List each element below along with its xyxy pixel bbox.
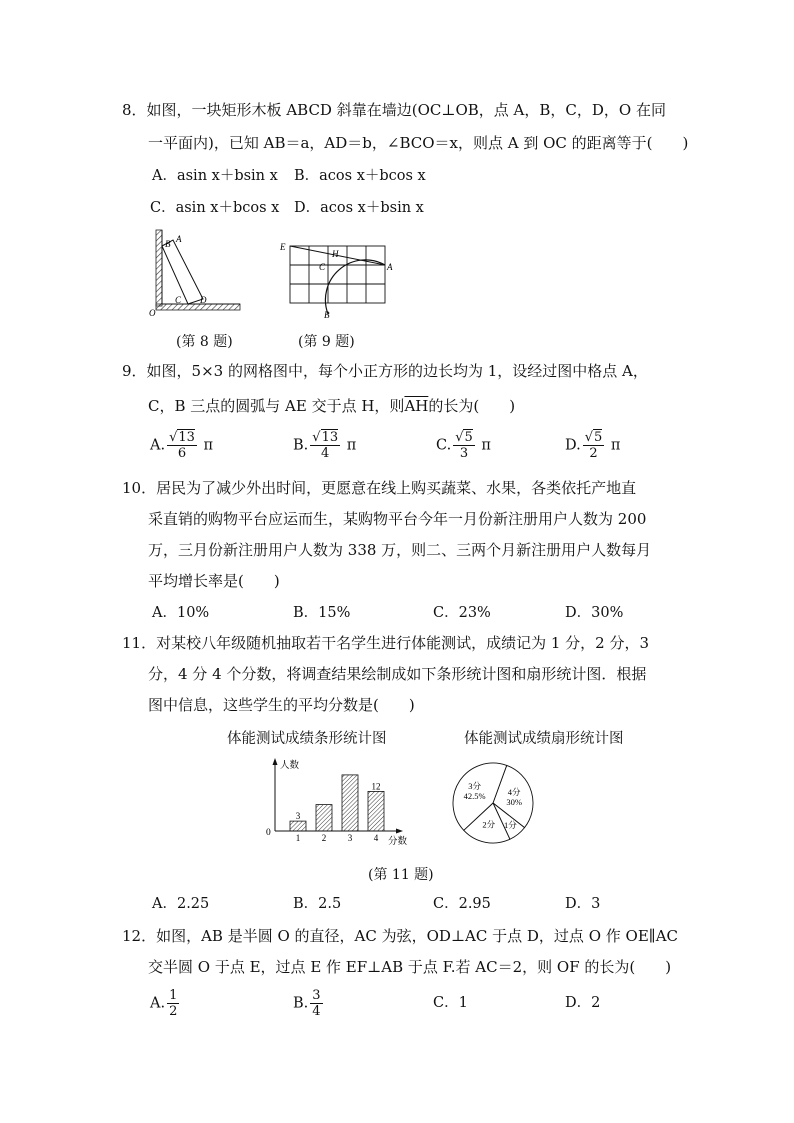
q9-a-radicand: 13 [178, 430, 195, 445]
bar-1 [290, 821, 306, 831]
label-d: D [200, 295, 207, 305]
pie-label-1: 1分 [504, 819, 517, 830]
q11-line1: 11．对某校八年级随机抽取若干名学生进行体能测试，成绩记为 1 分，2 分，3 [122, 634, 650, 652]
bar-tick-2: 2 [321, 833, 327, 843]
q9-figure [276, 240, 398, 322]
bar-tick-3: 3 [347, 833, 353, 843]
q8-line1: 8．如图，一块矩形木板 ABCD 斜靠在墙边(OC⊥OB，点 A，B，C，D，O 在同 [122, 101, 666, 119]
q9-line1: 9．如图，5×3 的网格图中，每个小正方形的边长均为 1，设经过图中格点 A， [122, 362, 648, 380]
q11-option-c: C．2.95 [433, 896, 491, 912]
q9-option-c: C. $\frac{√5}{3}$ π [436, 430, 491, 461]
arc-acb [325, 260, 385, 314]
wall-hatch [156, 230, 162, 306]
pie-label-0: 4分 [507, 786, 521, 797]
q9-caption: (第 9 题) [298, 334, 355, 350]
q11-option-d: D．3 [565, 896, 601, 912]
q9-d-pi: π [610, 437, 621, 454]
q10-line1: 10．居民为了减少外出时间，更愿意在线上购买蔬菜、水果，各类依托产地直 [122, 479, 637, 497]
bar-y-label: 人数 [280, 761, 300, 771]
q10-line4: 平均增长率是( ) [148, 572, 280, 590]
label-c: C [175, 295, 182, 305]
pie-chart [448, 758, 538, 848]
q12-b-prefix: B. [293, 995, 309, 1012]
q11-option-b: B．2.5 [293, 896, 342, 912]
bar-4 [368, 791, 384, 831]
label-e: E [280, 242, 286, 252]
q12-b-num: 3 [312, 988, 321, 1003]
q9-c-pi: π [481, 437, 491, 454]
pie-value-label-0: 30% [506, 796, 522, 807]
pie-label-3: 3分 [468, 780, 482, 791]
q9-option-d: D. $\frac{√5}{2}$ π [565, 430, 621, 461]
q9-d-prefix: D. [565, 437, 581, 454]
q9-line2-pre: C，B 三点的圆弧与 AE 交于点 H，则 [148, 397, 405, 415]
floor-hatch [156, 304, 240, 310]
q9-option-b: B. $\frac{√13}{4}$ π [293, 430, 357, 461]
q9-c-radicand: 5 [464, 430, 473, 445]
q9-b-radicand: 13 [321, 430, 339, 445]
q9-c-den: 3 [459, 446, 469, 461]
label-a: A [176, 234, 182, 244]
q9-a-pi: π [203, 437, 214, 454]
q10-line2: 采直销的购物平台应运而生，某购物平台今年一月份新注册用户人数为 200 [148, 510, 647, 528]
q10-option-a: A．10% [152, 605, 210, 621]
q9-d-den: 2 [589, 446, 598, 461]
bar-x-label: 分数 [388, 837, 408, 847]
q9-option-a: A. $\frac{√13}{6}$ π [150, 430, 214, 461]
bar-y-arrow [273, 758, 278, 765]
bar-origin-label: 0 [266, 828, 271, 838]
bar-tick-4: 4 [373, 833, 379, 843]
q12-option-c: C．1 [433, 995, 468, 1011]
bar-data-label-4: 12 [371, 781, 381, 792]
q9-a-prefix: A. [150, 437, 166, 454]
q10-option-b: B．15% [293, 605, 351, 621]
q11-line3: 图中信息，这些学生的平均分数是( ) [148, 696, 415, 714]
q10-option-c: C．23% [433, 605, 491, 621]
label-b: B [165, 239, 171, 249]
bar-chart [258, 755, 418, 850]
q12-a-den: 2 [169, 1004, 178, 1019]
q12-a-num: 1 [169, 988, 178, 1003]
q9-b-pi: π [346, 437, 357, 454]
bar-chart-title: 体能测试成绩条形统计图 [227, 731, 387, 747]
q8-option-a: A．asin x＋bsin x [152, 168, 278, 184]
q9-line2 [148, 396, 515, 416]
bar-x-arrow [396, 829, 403, 834]
q11-caption: (第 11 题) [368, 867, 434, 883]
q9-a-den: 6 [177, 446, 187, 461]
q9-c-prefix: C. [436, 437, 452, 454]
q9-line2-post: 的长为( ) [428, 397, 516, 415]
q9-d-radicand: 5 [594, 430, 603, 445]
bar-tick-1: 1 [295, 833, 301, 843]
q8-caption: (第 8 题) [176, 334, 233, 350]
bar-data-label-1: 3 [295, 811, 301, 822]
q8-line2: 一平面内)，已知 AB＝a，AD＝b，∠BCO＝x，则点 A 到 OC 的距离等于( ) [148, 134, 689, 152]
bar-3 [342, 775, 358, 831]
q10-option-d: D．30% [565, 605, 624, 621]
pie-chart-title: 体能测试成绩扇形统计图 [464, 731, 624, 747]
label-b9: B [324, 310, 330, 320]
q11-option-a: A．2.25 [152, 896, 210, 912]
q11-line2: 分，4 分 4 个分数，将调查结果绘制成如下条形统计图和扇形统计图．根据 [148, 665, 647, 683]
q8-option-d: D．acos x＋bsin x [294, 200, 424, 216]
q10-line3: 万，三月份新注册用户人数为 338 万，则二、三两个月新注册用户人数每月 [148, 541, 652, 559]
q12-line2: 交半圆 O 于点 E，过点 E 作 EF⊥AB 于点 F.若 AC＝2，则 OF 的长为( ) [148, 958, 672, 976]
q9-b-prefix: B. [293, 437, 309, 454]
q12-option-d: D．2 [565, 995, 601, 1011]
q12-option-b [293, 988, 325, 1019]
q8-figure [148, 226, 248, 322]
q9-arc-ah: $\overline{AH}$ [404, 397, 429, 415]
q8-option-c: C．asin x＋bcos x [150, 200, 280, 216]
q12-line1: 12．如图，AB 是半圆 O 的直径，AC 为弦，OD⊥AC 于点 D，过点 O 作 OE∥AC [122, 927, 679, 945]
label-h: H [332, 249, 339, 259]
pie-label-2: 2分 [482, 819, 496, 830]
pie-value-label-3: 42.5% [463, 790, 486, 801]
q8-option-b: B．acos x＋bcos x [294, 168, 426, 184]
q12-option-a [150, 988, 181, 1019]
q12-b-den: 4 [312, 1004, 321, 1019]
q12-a-prefix: A. [150, 995, 166, 1012]
board-rectangle [162, 240, 203, 304]
label-o: O [149, 308, 156, 318]
label-a9: A [387, 262, 393, 272]
label-c9: C [319, 262, 326, 272]
q9-b-den: 4 [321, 446, 330, 461]
bar-2 [316, 805, 332, 831]
